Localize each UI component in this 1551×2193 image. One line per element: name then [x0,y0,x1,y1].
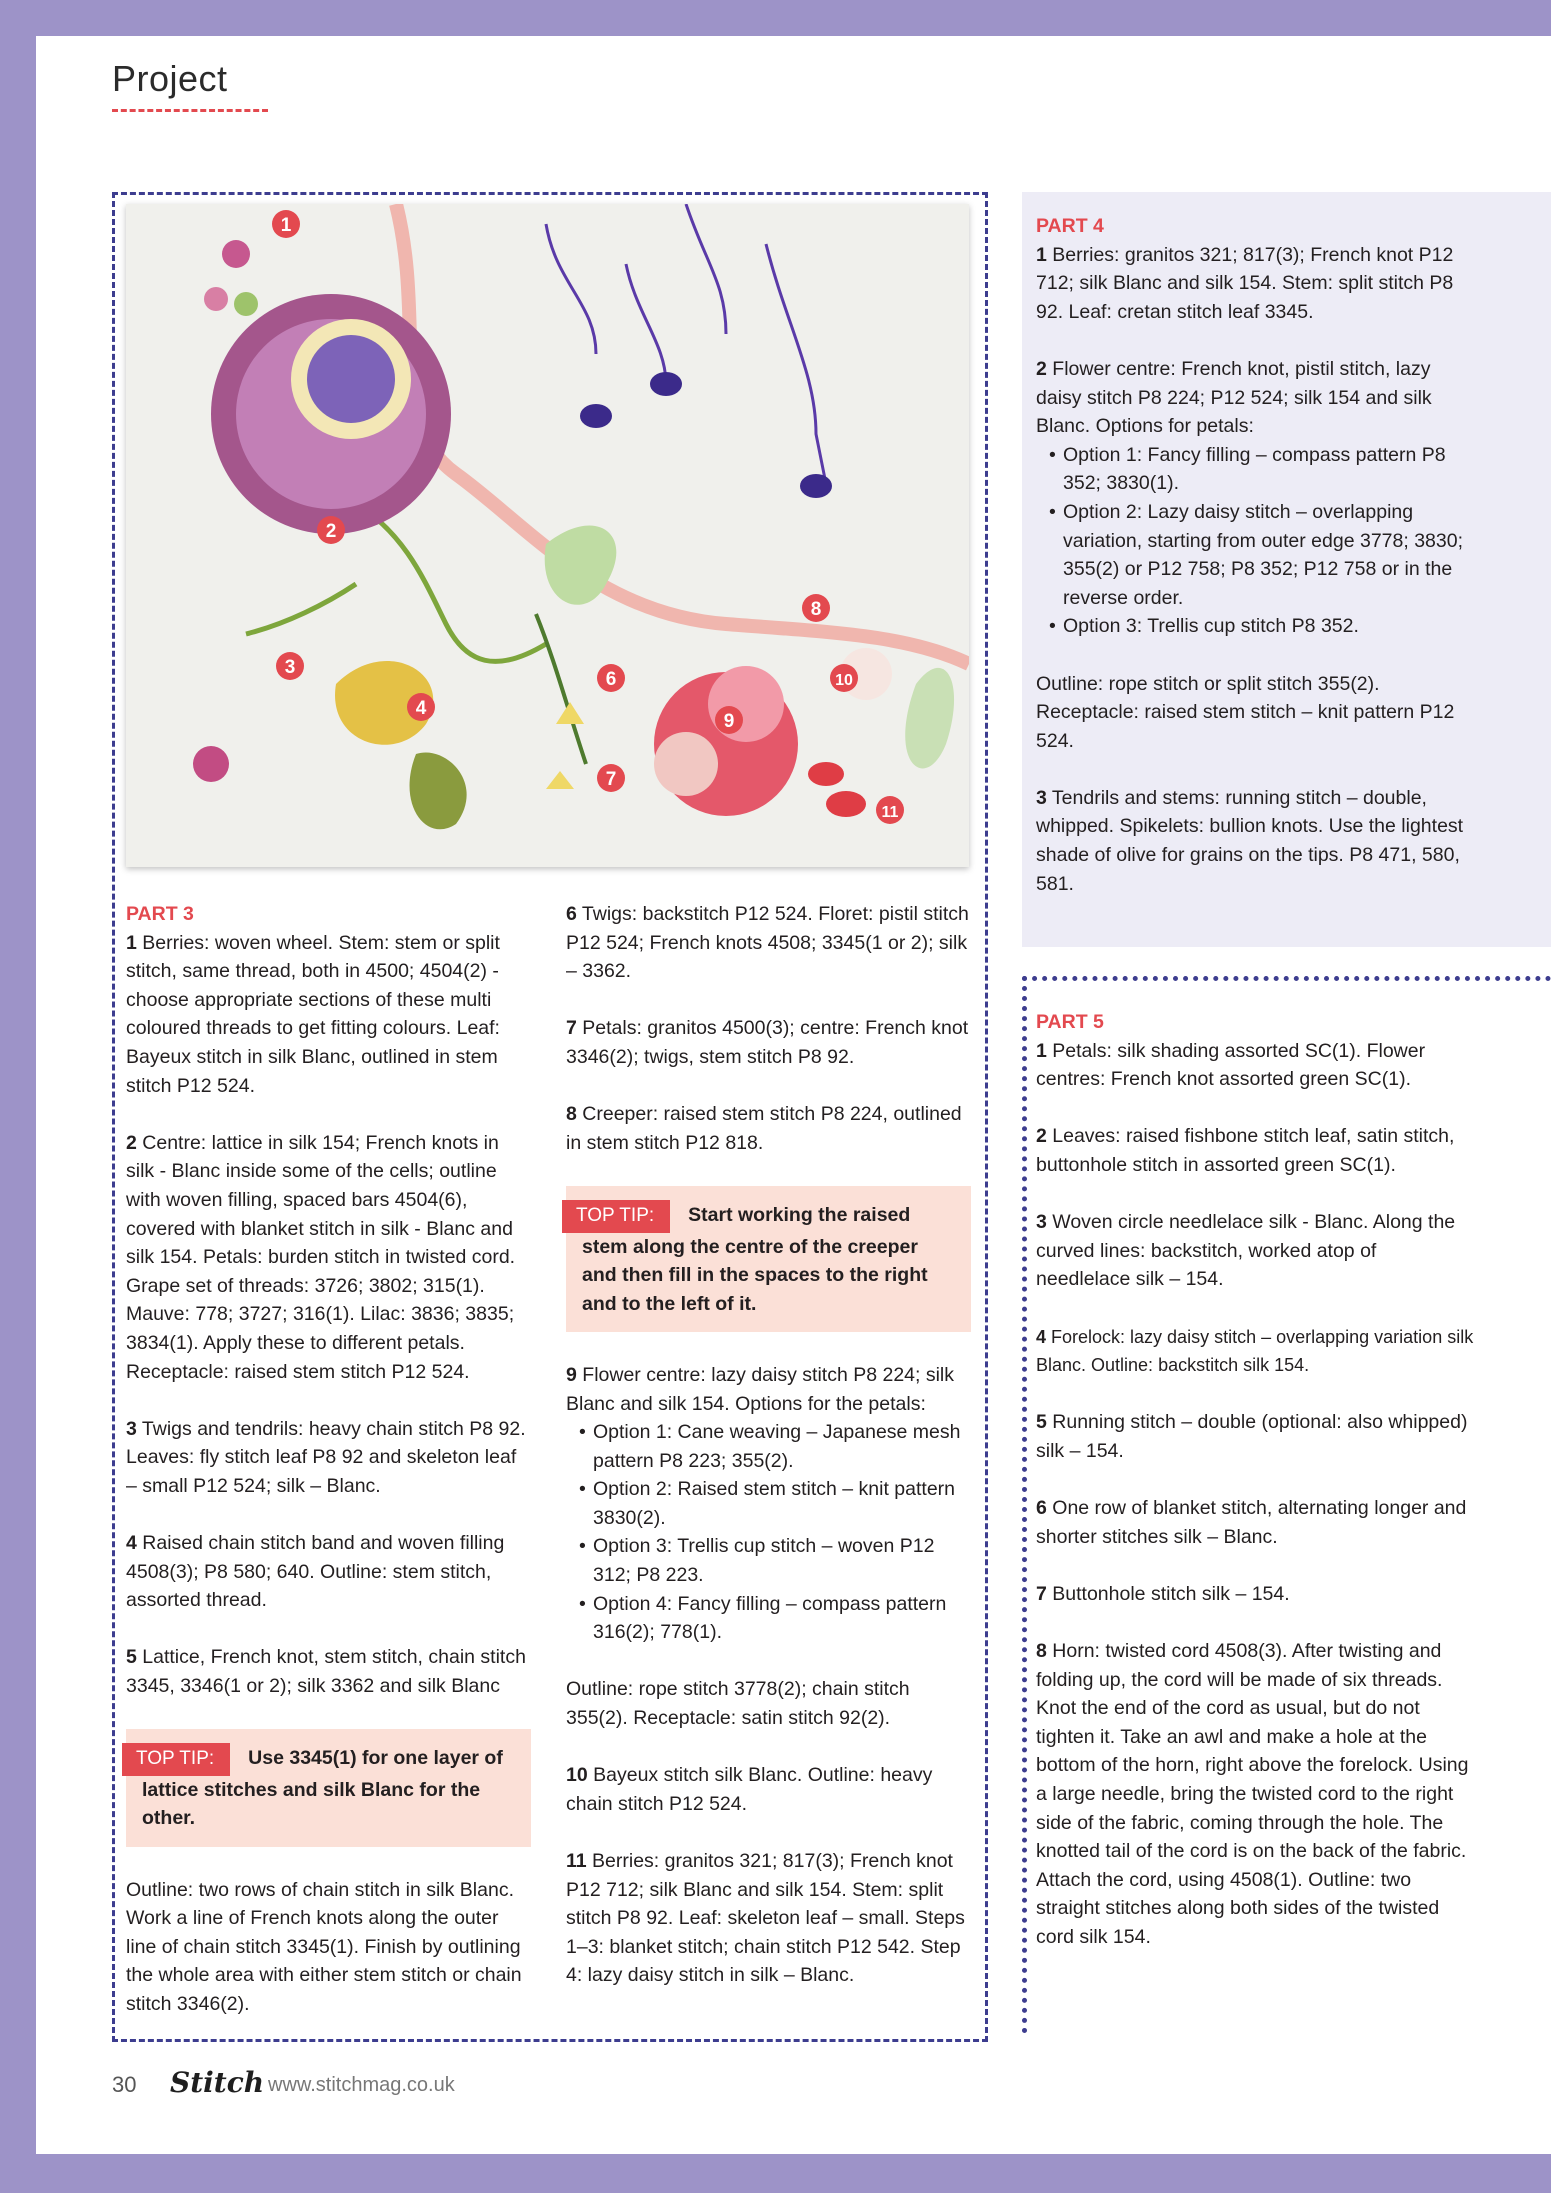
svg-text:9: 9 [723,711,735,732]
part5-item-4: 4 Forelock: lazy daisy stitch – overlapping variation silk Blanc. Outline: backstitch silk 154. [1036,1326,1474,1376]
part3-item-1: 1 Berries: woven wheel. Stem: stem or split stitch, same thread, both in 4500; 4504(2) - choose appropriate sections of these multi coloured threads to get fitting colours. Leaf: Bayeux stitch in silk Blanc, outlined in stem stitch P12 524. [126,931,500,1097]
part5-item-8: 8 Horn: twisted cord 4508(3). After twisting and folding up, the cord will be made of six threads. Knot the end of the cord as usual, but do not tighten it. Take an awl and make a hole at the bottom of the horn, right above the forelock. Using a large needle, bring the twisted cord to the right side of the fabric, coming through the hole. The knotted tail of the cord is on the back of the fabric. Attach the cord, using 4508(1). Outline: two straight stitches along both sides of the twisted cord silk 154. [1036,1640,1469,1948]
part5-item-1: 1 Petals: silk shading assorted SC(1). Flower centres: French knot assorted green SC(1). [1036,1039,1426,1091]
top-tip-text: Start working the raised stem along the centre of the creeper and then fill in the spaces to the right and to the left of it. [582,1203,928,1315]
part4-column [1036,212,1476,927]
purple-flower [211,294,451,534]
svg-text:2: 2 [325,521,337,542]
marker-8 [802,594,830,622]
part5-item-5: 5 Running stitch – double (optional: also whipped) silk – 154. [1036,1411,1468,1462]
item-11: 11 Berries: granitos 321; 817(3); French knot P12 712; silk Blanc and silk 154. Stem: split stitch P8 92. Leaf: skeleton leaf – small. Steps 1–3: blanket stitch; chain stitch P12 542. Step 4: lazy daisy stitch in silk – Blanc. [566,1850,965,1987]
svg-text:11: 11 [881,804,899,821]
item-9: 9 Flower centre: lazy daisy stitch P8 224; silk Blanc and silk 154. Options for the petals: [566,1363,955,1415]
option-item: • Option 3: Trellis cup stitch – woven P12 312; P8 223. [566,1532,971,1589]
item-8: 8 Creeper: raised stem stitch P8 224, outlined in stem stitch P12 818. [566,1103,962,1154]
item-7: 7 Petals: granitos 4500(3); centre: French knot 3346(2); twigs, stem stitch P8 92. [566,1017,969,1068]
option-item: • Option 2: Lazy daisy stitch – overlapping variation, starting from outer edge 3778; 3830; 355(2) or P12 758; P8 352; P12 758 or in the reverse order. [1036,498,1476,612]
top-tip-box-2 [566,1186,971,1332]
marker-1 [272,210,300,238]
part5-item-6: 6 One row of blanket stitch, alternating longer and shorter stitches silk – Blanc. [1036,1497,1467,1548]
part4-item-3: 3 Tendrils and stems: running stitch – double, whipped. Spikelets: bullion knots. Use the lightest shade of olive for grains on the tips. P8 471, 580, 581. [1036,786,1464,895]
svg-text:3: 3 [284,657,296,678]
top-tip-text: Use 3345(1) for one layer of lattice stitches and silk Blanc for the other. [142,1747,503,1830]
part3-item-4: 4 Raised chain stitch band and woven filling 4508(3); P8 580; 640. Outline: stem stitch, assorted thread. [126,1532,505,1612]
marker-3 [276,652,304,680]
item-10: 10 Bayeux stitch silk Blanc. Outline: heavy chain stitch P12 524. [566,1764,933,1815]
item-9-outline: Outline: rope stitch 3778(2); chain stitch 355(2). Receptacle: satin stitch 92(2). [566,1678,910,1730]
marker-9 [715,706,743,734]
svg-text:4: 4 [415,698,427,719]
option-item: • Option 4: Fancy filling – compass pattern 316(2); 778(1). [566,1590,971,1647]
part4-outline: Outline: rope stitch or split stitch 355(2). Receptacle: raised stem stitch – knit pattern P12 524. [1036,672,1455,752]
part5-heading: PART 5 [1036,1011,1104,1033]
item-9-options [566,1418,971,1647]
part4-item-1: 1 Berries: granitos 321; 817(3); French knot P12 712; silk Blanc and silk 154. Stem: split stitch P8 92. Leaf: cretan stitch leaf 3345. [1036,243,1454,323]
part4-item-2-options [1036,441,1476,641]
embroidery-photo [126,204,969,867]
option-item: • Option 1: Fancy filling – compass pattern P8 352; 3830(1). [1036,441,1476,498]
option-item: • Option 1: Cane weaving – Japanese mesh pattern P8 223; 355(2). [566,1418,971,1475]
column-2 [566,900,971,2019]
part5-item-2: 2 Leaves: raised fishbone stitch leaf, satin stitch, buttonhole stitch in assorted green SC(1). [1036,1125,1455,1176]
svg-text:1: 1 [280,215,292,236]
svg-text:7: 7 [605,769,617,790]
embroidery-illustration [126,204,969,867]
marker-6 [597,664,625,692]
part3-item-3: 3 Twigs and tendrils: heavy chain stitch P8 92. Leaves: fly stitch leaf P8 92 and skeleton leaf – small P12 524; silk – Blanc. [126,1417,526,1497]
part4-heading: PART 4 [1036,215,1104,237]
marker-10 [830,664,858,692]
top-tip-box [126,1729,531,1847]
marker-4 [407,693,435,721]
part5-column [1036,1008,1476,1980]
option-item: • Option 2: Raised stem stitch – knit pattern 3830(2). [566,1475,971,1532]
magazine-page [36,36,1551,2154]
item-6: 6 Twigs: backstitch P12 524. Floret: pistil stitch P12 524; French knots 4508; 3345(1 or 2); silk – 3362. [566,903,969,983]
part5-item-7: 7 Buttonhole stitch silk – 154. [1036,1582,1290,1605]
option-item: • Option 3: Trellis cup stitch P8 352. [1036,612,1476,641]
part3-item-5: 5 Lattice, French knot, stem stitch, chain stitch 3345, 3346(1 or 2); silk 3362 and silk Blanc [126,1646,526,1698]
part3-heading: PART 3 [126,903,194,925]
part3-outline: Outline: two rows of chain stitch in silk Blanc. Work a line of French knots along the outer line of chain stitch 3345(1). Finish by outlining the whole area with either stem stitch or chain stitch 3346(2). [126,1878,522,2015]
page-number: 30 [112,2072,137,2097]
svg-text:6: 6 [605,669,617,690]
part5-left-border [1022,976,1027,2034]
top-tip-label: TOP TIP: [122,1743,230,1776]
top-tip-label: TOP TIP: [562,1200,670,1233]
marker-11 [876,796,904,824]
part5-item-3: 3 Woven circle needlelace silk - Blanc. Along the curved lines: backstitch, worked atop of needlelace silk – 154. [1036,1211,1456,1291]
website-link[interactable]: www.stitchmag.co.uk [268,2074,455,2096]
section-title: Project [112,58,228,99]
svg-text:8: 8 [810,599,822,620]
title-underline [112,109,268,112]
svg-text:10: 10 [835,672,853,689]
part4-item-2: 2 Flower centre: French knot, pistil stitch, lazy daisy stitch P8 224; P12 524; silk 154 and silk Blanc. Options for petals: [1036,357,1432,438]
part5-top-border [1022,976,1551,981]
marker-2 [317,516,345,544]
part3-column [126,900,531,2047]
part3-item-2: 2 Centre: lattice in silk 154; French knots in silk - Blanc inside some of the cells; outline with woven filling, spaced bars 4504(6), covered with blanket stitch in silk - Blanc and silk 154. Petals: burden stitch in twisted cord. Grape set of threads: 3726; 3802; 315(1). Mauve: 778; 3727; 316(1). Lilac: 3836; 3835; 3834(1). Apply these to different petals. Receptacle: raised stem stitch P12 524. [126,1131,516,1383]
brand-logo: Stitch [170,2066,265,2099]
marker-7 [597,764,625,792]
